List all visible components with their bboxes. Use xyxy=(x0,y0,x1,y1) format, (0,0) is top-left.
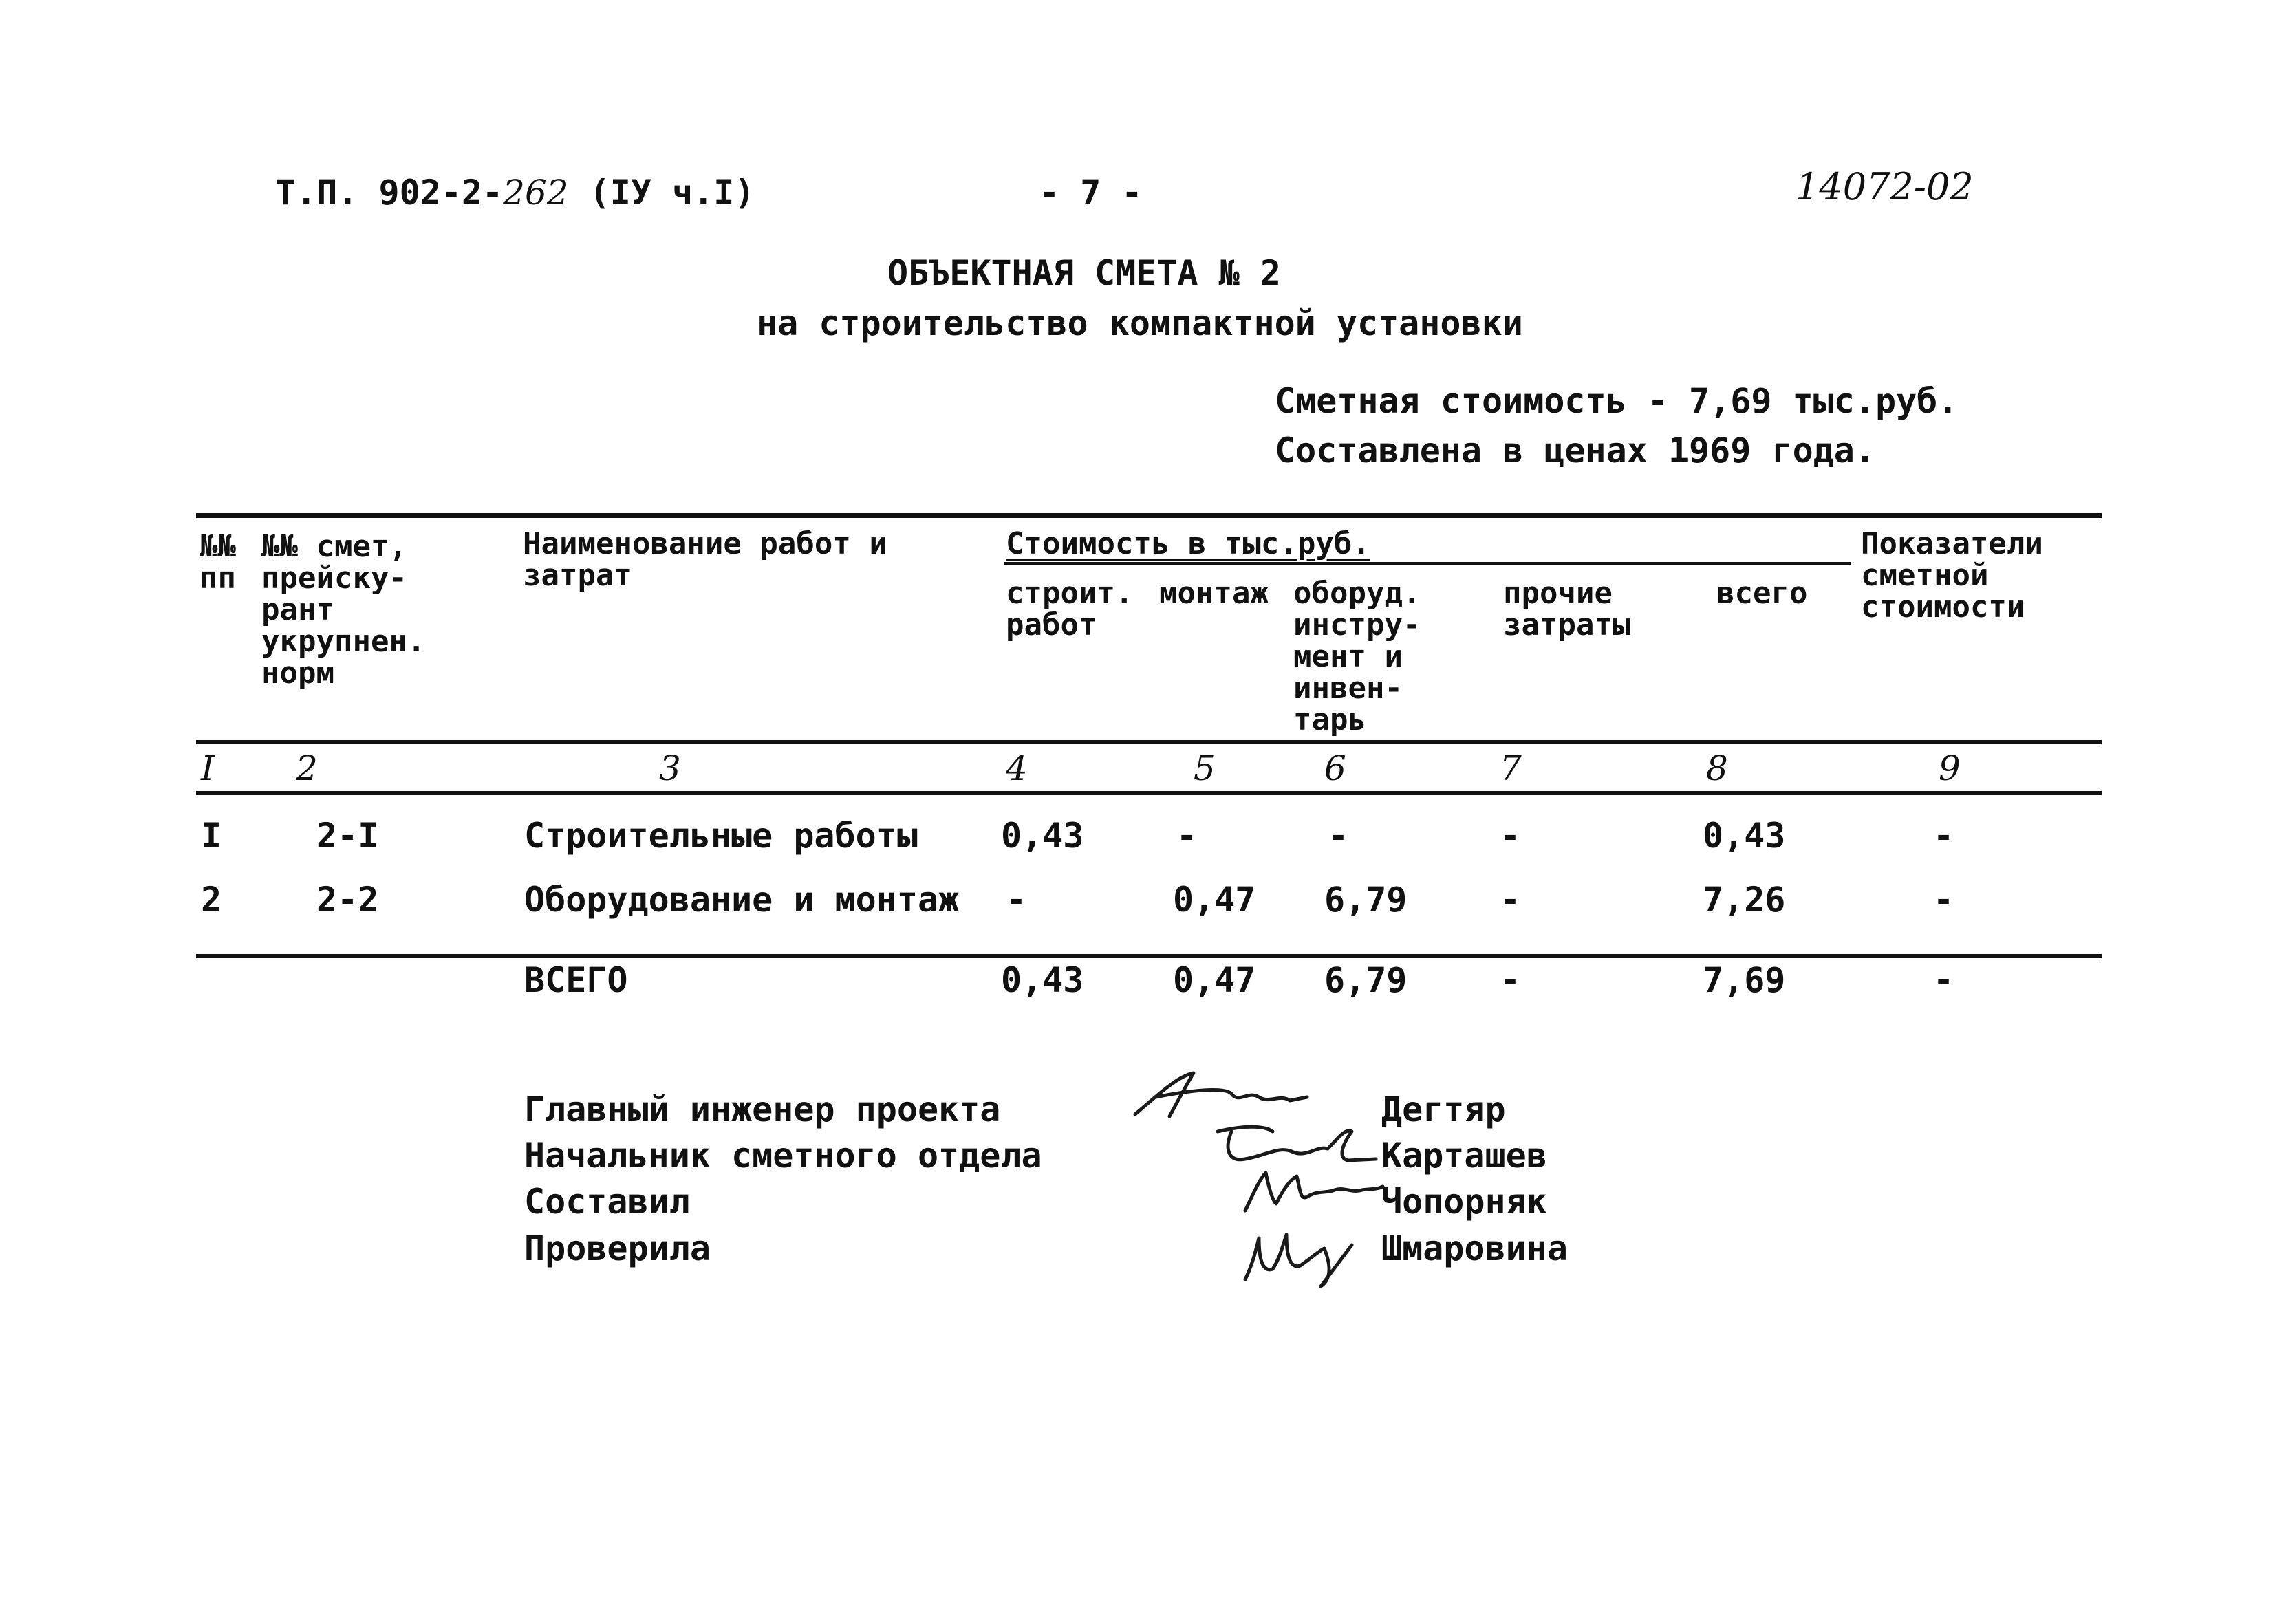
total-installation-cost: 0,47 xyxy=(1173,960,1256,1000)
price-basis: Составлена в ценах 1969 года. xyxy=(1275,431,1875,470)
row-equipment-cost: 6,79 xyxy=(1324,880,1408,920)
row-construction-cost: - xyxy=(1006,880,1027,920)
header-cost-group: Стоимость в тыс.руб. xyxy=(1006,526,1370,561)
column-number: 2 xyxy=(296,748,318,788)
signature-name: Чопорняк xyxy=(1381,1182,1547,1222)
row-number: I xyxy=(201,816,222,856)
row-number: 2 xyxy=(201,880,222,920)
column-number: 6 xyxy=(1324,748,1346,788)
header-work-name: Наименование работ и затрат xyxy=(523,526,887,593)
header-total: всего xyxy=(1716,576,1808,611)
row-total-cost: 0,43 xyxy=(1703,816,1786,856)
header-installation: монтаж xyxy=(1159,576,1269,611)
signature-role: Главный инженер проекта xyxy=(524,1090,1001,1129)
signature-role: Начальник сметного отдела xyxy=(524,1136,1042,1176)
signature-checker xyxy=(1228,1217,1366,1293)
estimated-cost: Сметная стоимость - 7,69 тыс.руб. xyxy=(1275,381,1959,421)
document-code-prefix: Т.П. 902-2- xyxy=(275,173,504,213)
total-label: ВСЕГО xyxy=(524,960,628,1000)
total-rule xyxy=(196,954,2102,958)
header-estimate-reference: №№ смет, прейску- рант укрупнен. норм xyxy=(261,529,426,691)
signature-name: Шмаровина xyxy=(1381,1228,1568,1268)
header-cost-indicators: Показатели сметной стоимости xyxy=(1861,526,2043,625)
column-number: 8 xyxy=(1706,748,1728,788)
row-other-cost: - xyxy=(1500,880,1521,920)
total-cost-indicator: - xyxy=(1933,960,1954,1000)
header-row-number: №№ пп xyxy=(200,529,236,596)
group-header-rule xyxy=(1004,562,1851,565)
signature-role: Проверила xyxy=(524,1228,711,1268)
row-estimate-reference: 2-I xyxy=(316,816,379,856)
row-cost-indicator: - xyxy=(1933,880,1954,920)
column-number: 7 xyxy=(1500,748,1522,788)
column-number: 9 xyxy=(1939,748,1961,788)
column-number: I xyxy=(201,748,215,788)
column-number: 3 xyxy=(659,748,681,788)
page-title: ОБЪЕКТНАЯ СМЕТА № 2 xyxy=(887,253,1281,293)
header-equipment: оборуд. инстру- мент и инвен- тарь xyxy=(1293,576,1421,737)
column-numbers-rule xyxy=(196,791,2102,795)
document-code-suffix: (IУ ч.I) xyxy=(568,173,755,213)
row-estimate-reference: 2-2 xyxy=(316,880,379,920)
page-subtitle: на строительство компактной установки xyxy=(757,303,1523,343)
row-other-cost: - xyxy=(1500,816,1521,856)
row-total-cost: 7,26 xyxy=(1703,880,1786,920)
signature-chief-engineer xyxy=(1128,1063,1321,1125)
row-installation-cost: - xyxy=(1176,816,1198,856)
document-code xyxy=(275,173,755,213)
header-bottom-rule xyxy=(196,740,2102,744)
document-code-handwritten: 262 xyxy=(503,173,569,213)
signature-compiler xyxy=(1231,1162,1390,1217)
signature-role: Составил xyxy=(524,1182,690,1222)
header-construction-works: строит. работ xyxy=(1006,576,1134,642)
header-other-costs: прочие затраты xyxy=(1503,576,1631,642)
row-work-name: Оборудование и монтаж xyxy=(524,880,960,920)
column-number: 5 xyxy=(1194,748,1216,788)
row-equipment-cost: - xyxy=(1328,816,1349,856)
document-number: 14072-02 xyxy=(1796,165,1974,208)
row-work-name: Строительные работы xyxy=(524,816,918,856)
total-equipment-cost: 6,79 xyxy=(1324,960,1408,1000)
total-grand-cost: 7,69 xyxy=(1703,960,1786,1000)
page-number: - 7 - xyxy=(1039,173,1143,213)
row-cost-indicator: - xyxy=(1933,816,1954,856)
total-other-cost: - xyxy=(1500,960,1521,1000)
table-top-rule xyxy=(196,513,2102,518)
total-construction-cost: 0,43 xyxy=(1001,960,1084,1000)
column-number: 4 xyxy=(1006,748,1028,788)
row-installation-cost: 0,47 xyxy=(1173,880,1256,920)
row-construction-cost: 0,43 xyxy=(1001,816,1084,856)
signature-name: Карташев xyxy=(1381,1136,1547,1176)
signature-name: Дегтяр xyxy=(1381,1090,1506,1129)
